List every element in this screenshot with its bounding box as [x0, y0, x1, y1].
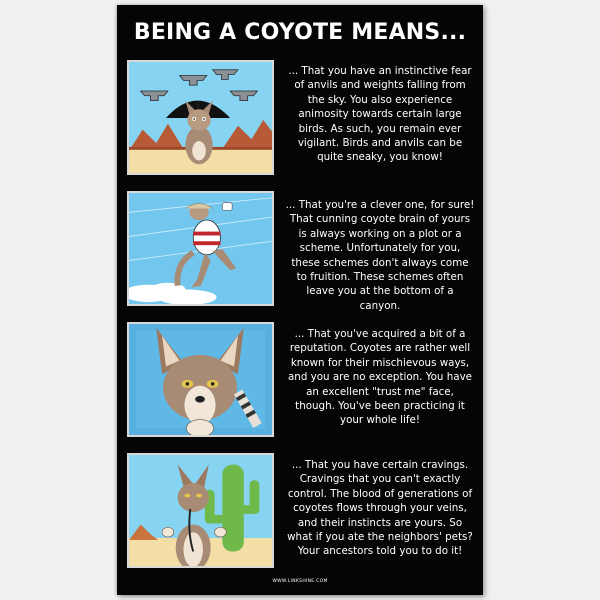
coyote-face-closeup-illustration [129, 324, 272, 435]
panel-2-caption: ... That you're a clever one, for sure! That cunning coyote brain of yours is always working on a plot or a scheme. Unfortunately for you, these schemes don't always come to fruition. These schemes often leave you at the bottom of a canyon. [285, 199, 475, 312]
panel-3-illustration [127, 322, 274, 437]
coyote-umbrella-anvils-illustration [129, 62, 272, 173]
poster-footer-url: WWW.LINKSHINE.COM [272, 579, 328, 584]
poster [117, 5, 483, 595]
coyote-jumping-rocket-illustration [129, 193, 272, 304]
panel-1-illustration [127, 60, 274, 175]
poster-title: BEING A COYOTE MEANS... [133, 20, 467, 45]
panel-1-caption: ... That you have an instinctive fear of anvils and weights falling from the sky. You also experience animosity towards certain large birds. As such, you remain ever vigilant. Birds and anvils can be quite sneaky, you know! [288, 65, 472, 164]
panel-2-illustration [127, 191, 274, 306]
panel-3-caption: ... That you've acquired a bit of a reputation. Coyotes are rather well known for their mischievous ways, and you are no exception. You have an excellent "trust me" face, though. You've been practicing it your whole life! [287, 328, 473, 427]
panel-4-illustration [127, 453, 274, 568]
panel-4-caption: ... That you have certain cravings. Cravings that you can't exactly control. The blood of generations of coyotes flows through your veins, and their instincts are yours. So what if you ate the neighbors' pets? Your ancestors told you to do it! [287, 459, 473, 558]
coyote-cactus-desert-illustration [129, 455, 272, 566]
